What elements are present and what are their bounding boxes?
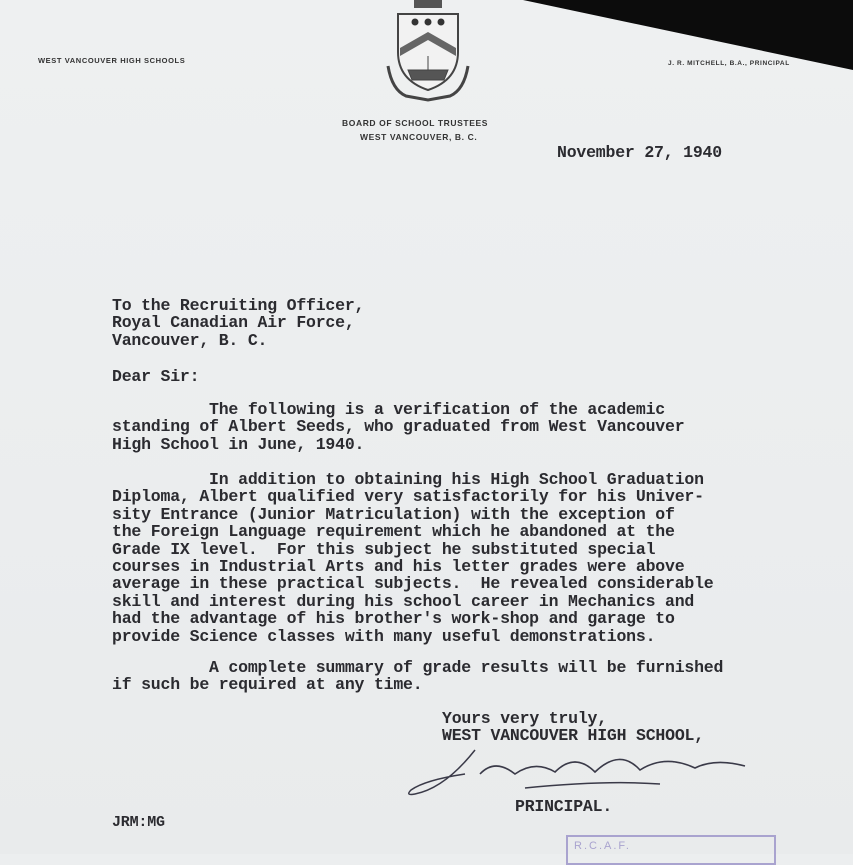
text-line: had the advantage of his brother's work-shop and garage to [112,609,675,629]
letterhead-school: WEST VANCOUVER HIGH SCHOOLS [38,56,186,65]
closing-line: WEST VANCOUVER HIGH SCHOOL, [442,726,704,746]
signatory-title: PRINCIPAL. [515,797,613,816]
closing [442,710,704,745]
paragraph-3 [112,659,723,694]
rcaf-stamp: R.C.A.F. [566,835,776,865]
text-line: In addition to obtaining his High School Graduation [112,470,704,489]
letterhead-place: WEST VANCOUVER, B. C. [360,132,478,142]
text-line: The following is a verification of the academic [112,400,665,419]
letterhead-principal: J. R. MITCHELL, B.A., PRINCIPAL [668,60,790,67]
letterhead-board: BOARD OF SCHOOL TRUSTEES [342,118,489,128]
address-line: To the Recruiting Officer, [112,296,365,315]
text-line: provide Science classes with many useful demonstrations. [112,626,656,646]
address-line: Royal Canadian Air Force, [112,313,355,333]
text-line: average in these practical subjects. He revealed considerable [112,574,714,594]
text-line: standing of Albert Seeds, who graduated from West Vancouver [112,417,685,437]
recipient-address [112,297,364,349]
text-line: sity Entrance (Junior Matriculation) with the exception of [112,504,675,524]
salutation: Dear Sir: [112,367,200,386]
text-line: Grade IX level. For this subject he substituted special [112,539,656,559]
text-line: High School in June, 1940. [112,434,365,454]
text-line: if such be required at any time. [112,675,423,695]
reference-initials: JRM:MG [112,814,165,831]
text-line: the Foreign Language requirement which he abandoned at the [112,522,675,542]
text-line: skill and interest during his school career in Mechanics and [112,591,695,611]
text-line: A complete summary of grade results will be furnished [112,658,724,677]
letter-date: November 27, 1940 [557,143,722,162]
handwritten-signature [405,748,765,798]
text-line: courses in Industrial Arts and his letter grades were above [112,556,685,576]
paragraph-2 [112,471,714,645]
closing-line: Yours very truly, [442,709,607,728]
address-line: Vancouver, B. C. [112,330,268,350]
text-line: Diploma, Albert qualified very satisfactorily for his Univer- [112,487,704,507]
paragraph-1 [112,401,684,453]
crest-logo [386,0,470,104]
